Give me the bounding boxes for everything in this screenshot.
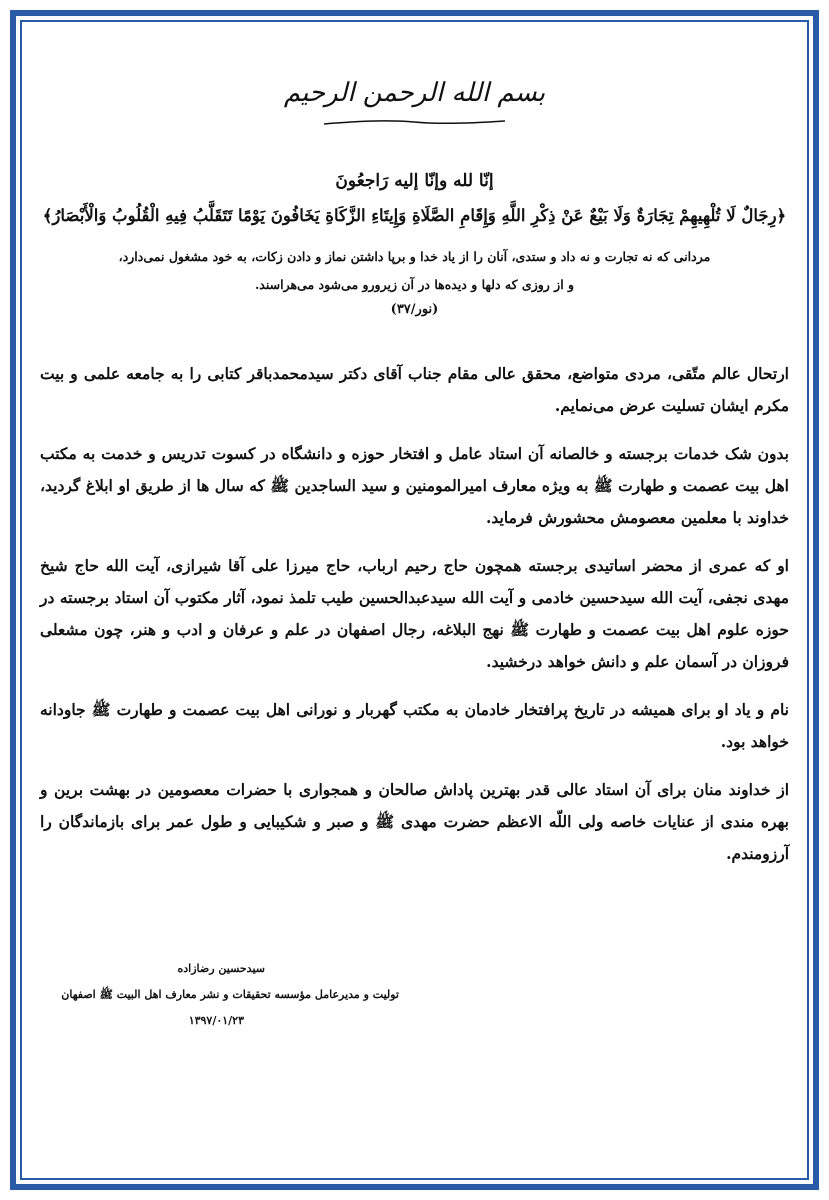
verse-reference: (نور/۳۷) — [390, 302, 439, 317]
translation-line-1: مردانی که نه تجارت و نه داد و ستدی، آنان را از یاد خدا و برپا داشتن نماز و دادن زکات، به خود مشغول نمی‌دارد، — [118, 249, 711, 264]
verse-translation — [40, 243, 789, 299]
signature-date: ۱۳۹۷/۰۱/۲۳ — [188, 1014, 244, 1027]
signatory-role: تولیت و مدیرعامل مؤسسه تحقیقات و نشر معارف اهل البیت ﷺ اصفهان — [61, 988, 399, 1001]
basmala-calligraphy: بسم الله الرحمن الرحیم — [283, 78, 546, 108]
quran-verse: ﴿رِجَالٌ لَا تُلْهِيهِمْ تِجَارَةٌ وَلَا بَيْعٌ عَنْ ذِكْرِ اللَّهِ وَإِقَامِ الصَّلَاةِ وَإِيتَاءِ الزَّكَاةِ يَخَافُونَ يَوْمًا تَتَقَلَّبُ فِيهِ الْقُلُوبُ وَالْأَبْصَارُ﴾ — [42, 206, 787, 225]
basmala-flourish — [322, 118, 507, 126]
message-body — [40, 358, 789, 886]
inna-lillah-heading: إنّا لله وإنّا إليه رَاجعُونَ — [335, 171, 494, 191]
translation-line-2: و از روزی که دلها و دیده‌ها در آن زیرورو می‌شود می‌هراسند. — [254, 277, 575, 292]
paragraph-condolence: ارتحال عالم متّقی، مردی متواضع، محقق عالی مقام جناب آقای دکتر سیدمحمدباقر کتابی را به جامعه علمی و بیت مکرم ایشان تسلیت عرض می‌نمایم. — [40, 364, 789, 415]
document-page — [40, 40, 789, 1160]
paragraph-services: بدون شک خدمات برجسته و خالصانه آن استاد عامل و افتخار حوزه و دانشگاه در کسوت تدریس و خدمت به مکتب اهل بیت عصمت و طهارت ﷺ به ویژه معارف امیرالمومنین و سید الساجدین ﷺ که سال ها از طریق او ابلاغ گردید، خداوند با معلمین معصومش محشورش فرماید. — [40, 444, 789, 527]
paragraph-prayer: از خداوند منان برای آن استاد عالی قدر بهترین پاداش صالحان و همجواری با حضرات معصومین در بهشت برین و بهره مندی از عنایات خاصه ولی اللّه الاعظم حضرت مهدی ﷺ و صبر و شکیبایی و طول عمر برای بازماندگان را آرزومندم. — [40, 780, 789, 863]
signatory-name: سیدحسین رضازاده — [177, 962, 265, 975]
paragraph-legacy: نام و یاد او برای همیشه در تاریخ پرافتخار خادمان به مکتب گهربار و نورانی اهل بیت عصمت و طهارت ﷺ جاودانه خواهد بود. — [40, 700, 789, 751]
paragraph-teachers: او که عمری از محضر اساتیدی برجسته همچون حاج رحیم ارباب، حاج میرزا علی آقا شیرازی، آیت الله حاج شیخ مهدی نجفی، آیت الله سیدحسین خادمی و آیت الله سیدعبدالحسین طیب تلمذ نمود، آثار مکتوب آن استاد برجسته در حوزه علوم اهل بیت عصمت و طهارت ﷺ نهج البلاغه، رجال اصفهان در علم و عرفان و ادب و هنر، چون مشعلی فروزان در آسمان علم و دانش خواهد درخشید. — [40, 556, 789, 671]
